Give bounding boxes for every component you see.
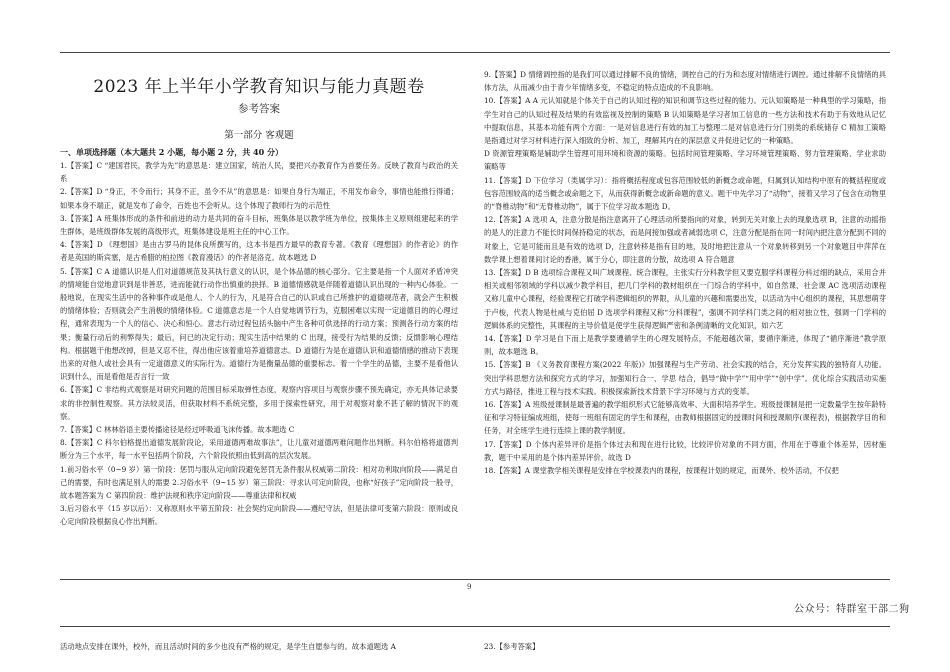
answer-paragraph: 16.【答案】A 班级授课制是最普遍的教学组织形式它能够高效率、大面积培养学生。班级授课制是把一定数量学生按年龄特征和学习特征编成班组，使每一班组有固定的学生和课程，由教师根据固定的授课时间和授课顺序(课程表)，根据教学目的和任务，对全班学生进行连续上课的教学制度。 <box>484 400 886 436</box>
answer-paragraph: 9.【答案】D 情绪调控指的是我们可以通过排解不良的情绪，调控自己的行为和态度对情绪进行调控。通过排解不良情绪的具体方法，从而减少由于青少年情绪多变，不稳定的特点造成的不良影响。 <box>484 70 886 93</box>
answer-paragraph: 7.【答案】C 林林俗语主要传播途径是经过呼吸道飞沫传播。故本题选 C <box>60 425 295 435</box>
answer-paragraph: 6.【答案】C 非结构式观察是对研究问题的范围目标采取弹性态度，观察内容项目与观察步骤不预先确定，亦无具体记录要求的非控制性观察。其方法较灵活，但获取材料不系统完整，多用于探索性研究，用于对观察对象不甚了解的情况下的观察。 <box>60 385 458 421</box>
answer-paragraph: 1.前习俗水平（0~9 岁）第一阶段：惩罚与服从定向阶段避免惩罚无条件服从权威第二阶段：相对功利取向阶段——满足自己的需要，有时也满足别人的需要 2.习俗水平（9~15 岁）第三阶段：寻求认可定向阶段，也称“好孩子”定向阶段一般寻，故本题答案为 C 第四阶段：维护法规和秩序定向阶段——尊重法律和权威 <box>60 464 458 501</box>
answer-paragraph: 18.【答案】A 课堂教学相关课程是安排在学校课表内的课程，按课程计划的规定，而课外、校外活动，不仅把 <box>484 466 839 476</box>
right-column <box>484 68 886 477</box>
answer-paragraph: 2.【答案】D “身正，不令而行；其身不正，虽令不从”的意思是：如果自身行为端正，不用发布命令，事情也能推行得通；如果本身不端正，就是发布了命令，百姓也不会听从。这个体现了教师行为的示范性 <box>60 187 458 210</box>
answer-paragraph: 11.【答案】D 下位学习（类属学习）：指将概括程度或包容范围较低的新概念或命题，归属到认知结构中原有的概括程度或包容范围较高的适当概念或命题之下，从而获得新概念或新命题的意义。题干中先学习了“动物”，接着又学习了包含在动物里的“脊椎动物”和“无脊椎动物”，属于下位学习故本题选 D。 <box>484 175 886 212</box>
answer-paragraph: D 资源管理策略是辅助学生管理可用环境和资源的策略。包括时间管理策略、学习环境管理策略、努力管理策略、学业求助策略等 <box>484 149 886 172</box>
part-title: 第一部分 客观题 <box>224 130 294 141</box>
answer-paragraph: 13.【答案】D B 选项综合课程又叫广域课程、统合课程，主张实行分科教学但又要克服学科课程分科过细的缺点，采用合并相关或相邻领域的学科以减少教学科目，把几门学科的教材组织在一门综合的学科中，如自然课、社会课 AC 选项活动课程又称儿童中心课程，经验课程它打破学科逻辑组织的界限，从儿童的兴趣和需要出发，以活动为中心组织的课程，其思想萌芽于卢梭，代表人物是杜威与克伯屈 D 选项学科课程又称“分科课程”，强调不同学科门类之间的相对独立性，强调一门学科的逻辑体系的完整性，其课程的主导价值是使学生获得逻辑严密和条例清晰的文化知识，如六艺 <box>484 268 886 330</box>
page-subtitle: 参考答案 <box>238 103 280 115</box>
page-title: 2023 年上半年小学教育知识与能力真题卷 <box>93 77 425 97</box>
answer-paragraph: 5.【答案】C A 道德认识是人们对道德规范及其执行意义的认识，是个体品德的核心部分。它主要是指一个人面对矛盾冲突的情境能自觉地意识到是非善恶，进而能就行动作出慎重的抉择。B 道德情感就是伴随着道德认识出现的一种内心体验。一般地说，在现实生活中的各种事件或是他人、个人的行为，凡是符合自己的认识或自己所推护的道德规范者，就会产生积极的情绪体验；否则就会产生消极的情绪体验。C 道德意志是一个人自觉地调节行为，克服困难以实现一定道德目的的心理过程，通常表现为一个人的信心、决心和恒心。意志行动过程包括头脑中产生各种可供选择的行动方案；预测各行动方案的结果；衡量行动后的利弊得失；最后，问已的决定行动；现实生活中结果的 C 出现，接受行为结果的反馈；反馈影响心理结构。根据题干他想改掉，但是又忍不住，得出他应该着重培养道德意志。D 道德行为是在道德认识和道德情感的推动下表现出来的对他人或社会具有一定道德意义的实际行为。道德行为是衡量品德的重要标志。着一个学生的品德，主要不是看他认识到什么，而是看他是否言行一致 <box>60 266 458 382</box>
answer-paragraph: 12.【答案】A 选项 A，注意分散是指注意离开了心理活动所要指向的对象，转到无关对象上去的现象选项 B，注意的动摇指的是人的注意力不能长时间保持稳定的状态，而是间接加强或者减弱选项 C，注意分配是指在同一时间内把注意分配到不同的对象上，它是可能而且是有效的选项 D，注意转移是指有目的地，及时地把注意从一个对象转移到另一个对象题目中萍萍在数学课上想着课间讨论的香港，属于分心，即注意的分散，故选项 A 符合题意 <box>484 215 886 264</box>
top-rule <box>60 52 890 53</box>
bottom-rule <box>60 579 890 580</box>
answer-paragraph: 1.【答案】C “建国君民，教学为先”的意思是：建立国家，统治人民，要把兴办教育作为首要任务。反映了教育与政治的关系 <box>60 161 458 184</box>
watermark-text: 公众号：特群室干部二狗 <box>794 604 910 615</box>
answer-paragraph: 17.【答案】D 个体内差异评价是指个体过去和现在进行比较，比较评价对象的不同方面，作用在于尊重个体差异，因材施教，题干中采用的是个体内差异评价，故选 D <box>484 439 886 462</box>
answer-paragraph: 8.【答案】C 科尔伯格提出道德发展阶段论，采用道德两难故事法”，让儿童对道德两难问题作出判断。科尔伯格将道德判断分为三个水平，每一水平包括两个阶段，六个阶段依照由低到高的层次发展。 <box>60 438 458 461</box>
answer-paragraph: 15.【答案】B 《义务教育课程方案(2022 年版)》加强课程与生产劳动、社会实践的结合，充分发挥实践的独特育人功能。突出学科思想方法和探究方式的学习，加强知行合一、学思 结合，倡导“做中学”“用中学”“创中学”。优化综合实践活动实施方式与路径，推进工程与技术实践。积极探索新技术背景下学习环境与方式的变革。 <box>484 360 886 396</box>
next-page-right-text: 23.【参考答案】 <box>484 642 540 651</box>
answer-paragraph: 10.【答案】A A 元认知就是个体关于自己的认知过程的知识和调节这些过程的能力。元认知策略是一种典型的学习策略，指学生对自己的认知过程及结果的有效监视及控制的策略 B 认知策略是学习者加工信息的一些方法和技术有助于有效地从记忆中提取信息，其基本功能有两个方面：一是对信息进行有效的加工与整理二是对信息进行分门别类的系统储存 C 精加工策略是指通过对学习材料进行深入细致的分析、加工，理解其内在的深层意义并促进记忆的一种策略。 <box>484 96 886 146</box>
next-page-left-text: 活动地点安排在课外，校外，而且活动时间的多少也没有严格的规定，是学生自愿参与的。故本道题选 A <box>60 642 396 651</box>
answer-paragraph: 3.后习俗水平（15 岁以后）：又称原则水平第五阶段：社会契约定向阶段——遵纪守法，但是法律可变第六阶段：原则或良心定向阶段根据良心作出判断。 <box>60 504 458 527</box>
left-column <box>60 60 458 529</box>
answer-paragraph: 3.【答案】A 班集体形成的条件和前进的动力是共同的奋斗目标，班集体是以教学班为单位，按集体主义原则组建起来的学生群体，是班级群体发展的高级形式，班集体建设是班主任的中心工作。 <box>60 213 458 237</box>
section-heading: 一、单项选择题（本大题共 2 小题，每小题 2 分，共 40 分） <box>60 147 283 157</box>
page-number: 9 <box>467 583 472 591</box>
answer-paragraph: 4.【答案】D 《理想国》是由古罗马的昆体良所撰写的，这本书是西方最早的教育专著。《教育《理想国》的作者论》的作者是英国的斯宾塞，是古希腊的柏拉图《教育漫话》的作者是洛克。故本题选 D <box>60 240 458 263</box>
answer-paragraph: 14.【答案】D 学习是自下而上是教学要遵循学生的心理发展特点，不能超越次第，要循序渐进，体现了“循序渐进”教学原则，故本题选 B。 <box>484 334 886 357</box>
lower-page-rule <box>60 626 890 627</box>
